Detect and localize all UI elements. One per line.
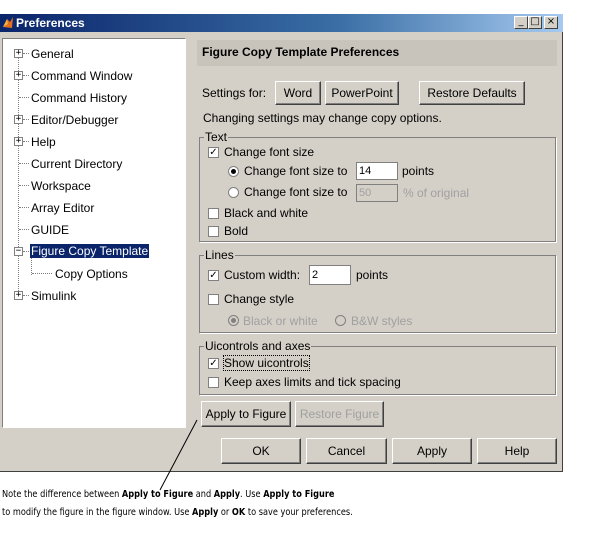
tree-line: [19, 229, 29, 230]
expand-icon[interactable]: +: [15, 136, 22, 146]
font-size-points-radio[interactable]: [228, 166, 239, 177]
tree-line: [23, 119, 29, 120]
ok-button[interactable]: OK: [221, 438, 301, 464]
expand-icon[interactable]: +: [15, 290, 22, 300]
expand-icon[interactable]: +: [15, 70, 22, 80]
lines-group-legend: Lines: [205, 248, 234, 262]
help-button[interactable]: Help: [477, 438, 557, 464]
tree-item-workspace[interactable]: Workspace: [31, 179, 91, 193]
custom-width-label: Custom width:: [224, 268, 301, 282]
close-icon[interactable]: ×: [544, 16, 558, 29]
tree-item-editor-debugger[interactable]: Editor/Debugger: [31, 113, 119, 127]
collapse-icon[interactable]: −: [15, 246, 22, 256]
annotation-line-1: [2, 489, 334, 500]
font-size-points-input[interactable]: 14: [356, 162, 398, 180]
title-bar[interactable]: [0, 14, 563, 32]
tree-line: [18, 51, 19, 293]
tree-line: [23, 53, 29, 54]
tree-line: [19, 185, 29, 186]
tree-line: [19, 97, 29, 98]
black-and-white-label: Black and white: [224, 206, 309, 220]
annotation-line-2: [2, 507, 353, 518]
font-size-percent-unit: % of original: [403, 186, 470, 200]
custom-width-checkbox[interactable]: ✓: [209, 270, 218, 281]
annotation-bold: Apply: [192, 507, 219, 518]
expand-icon[interactable]: +: [15, 48, 22, 58]
text-group-legend: Text: [205, 130, 228, 144]
tree-item-general[interactable]: General: [31, 47, 74, 61]
show-uicontrols-checkbox[interactable]: ✓: [209, 358, 218, 369]
bold-checkbox[interactable]: [208, 226, 219, 237]
bold-label: Bold: [224, 224, 249, 238]
change-style-checkbox[interactable]: [208, 294, 219, 305]
tree-line: [19, 207, 29, 208]
black-or-white-radio[interactable]: [228, 315, 239, 326]
annotation-text: and: [193, 489, 214, 500]
annotation-text: to modify the figure in the figure window. Use: [2, 507, 193, 518]
maximize-icon[interactable]: □: [528, 16, 542, 29]
settings-for-label: Settings for:: [202, 86, 267, 100]
restore-figure-button[interactable]: Restore Figure: [295, 401, 384, 427]
custom-width-input[interactable]: 2: [309, 265, 351, 285]
change-font-size-checkbox[interactable]: ✓: [209, 147, 218, 158]
preferences-tree[interactable]: [2, 38, 186, 428]
word-button[interactable]: Word: [275, 81, 321, 105]
callout-line: [155, 418, 200, 493]
annotation-bold: Apply: [213, 489, 241, 500]
expand-icon[interactable]: +: [15, 114, 22, 124]
font-size-points-unit: points: [402, 164, 435, 178]
annotation-bold: Apply to Figure: [263, 489, 335, 500]
cancel-button[interactable]: Cancel: [306, 438, 387, 464]
tree-item-current-directory[interactable]: Current Directory: [31, 157, 123, 171]
annotation-text: or: [218, 507, 232, 518]
apply-button[interactable]: Apply: [392, 438, 472, 464]
minimize-icon[interactable]: _: [514, 16, 528, 29]
info-text: Changing settings may change copy options.: [203, 111, 442, 125]
tree-item-guide[interactable]: GUIDE: [31, 223, 70, 237]
annotation-bold: Apply to Figure: [121, 489, 194, 500]
tree-item-command-window[interactable]: Command Window: [31, 69, 133, 83]
keep-axes-label: Keep axes limits and tick spacing: [224, 375, 401, 389]
tree-item-help[interactable]: Help: [31, 135, 56, 149]
tree-item-command-history[interactable]: Command History: [31, 91, 128, 105]
window-title: Preferences: [16, 16, 85, 30]
bw-styles-label: B&W styles: [351, 314, 413, 328]
tree-item-array-editor[interactable]: Array Editor: [31, 201, 95, 215]
annotation-bold: OK: [231, 507, 246, 518]
tree-line: [23, 251, 29, 252]
change-font-size-label: Change font size: [224, 145, 315, 159]
black-and-white-checkbox[interactable]: [208, 208, 219, 219]
keep-axes-checkbox[interactable]: [208, 377, 219, 388]
tree-line: [23, 141, 29, 142]
uicontrols-group-legend: Uicontrols and axes: [205, 339, 311, 353]
tree-item-figure-copy-template[interactable]: Figure Copy Template: [31, 244, 149, 258]
font-size-points-label: Change font size to: [244, 164, 348, 178]
tree-item-copy-options[interactable]: Copy Options: [55, 267, 128, 281]
matlab-logo-icon: [2, 16, 14, 29]
annotation-text: . Use: [240, 489, 264, 500]
tree-line: [23, 75, 29, 76]
annotation-text: Note the difference between: [2, 489, 122, 500]
powerpoint-button[interactable]: PowerPoint: [325, 81, 399, 105]
tree-line: [32, 273, 52, 274]
custom-width-unit: points: [356, 268, 389, 282]
change-style-label: Change style: [224, 292, 295, 306]
annotation-text: to save your preferences.: [245, 507, 353, 518]
font-size-percent-label: Change font size to: [244, 185, 348, 199]
tree-item-simulink[interactable]: Simulink: [31, 289, 77, 303]
tree-line: [23, 295, 29, 296]
tree-line: [19, 163, 29, 164]
bw-styles-radio[interactable]: [335, 315, 346, 326]
black-or-white-label: Black or white: [243, 314, 318, 328]
apply-to-figure-button[interactable]: Apply to Figure: [201, 401, 291, 427]
font-size-percent-input[interactable]: 50: [356, 184, 398, 202]
restore-defaults-button[interactable]: Restore Defaults: [419, 81, 525, 105]
show-uicontrols-label: Show uicontrols: [224, 356, 309, 370]
font-size-percent-radio[interactable]: [228, 187, 239, 198]
panel-title: Figure Copy Template Preferences: [202, 45, 400, 59]
